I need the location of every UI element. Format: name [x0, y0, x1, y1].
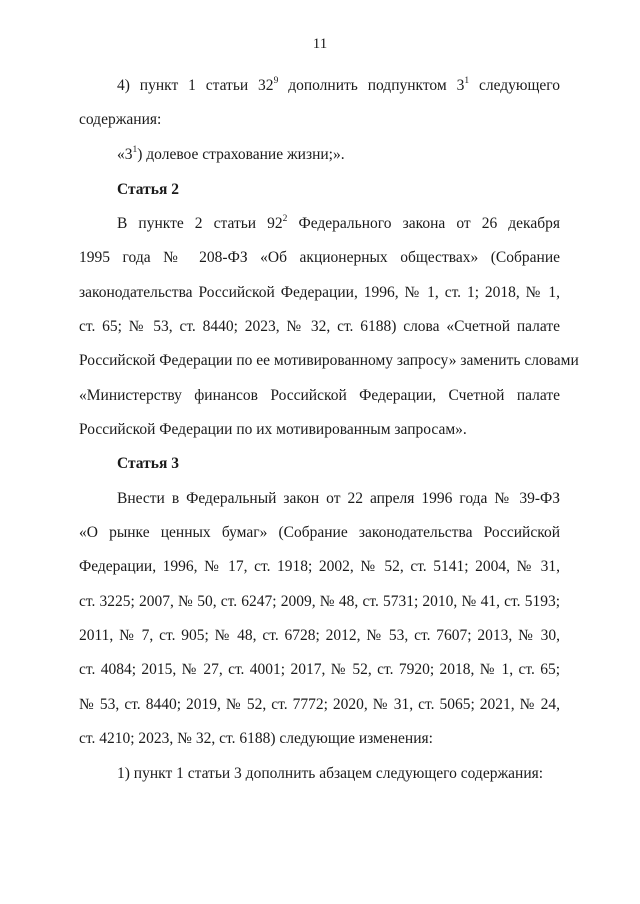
item4-quote	[117, 145, 345, 165]
item4-sup-a: 9	[273, 75, 279, 86]
article3-line7: № 53, ст. 8440; 2019, № 52, ст. 7772; 2020, № 31, ст. 5065; 2021, № 24,	[79, 696, 560, 713]
article2-l1-sup: 2	[282, 213, 288, 224]
page-number: 11	[312, 36, 328, 52]
quote-sup: 1	[132, 144, 138, 155]
article3-line8: ст. 4210; 2023, № 32, ст. 6188) следующие изменения:	[79, 730, 433, 747]
item4-text-c: следующего	[469, 77, 560, 94]
article2-heading: Статья 2	[117, 181, 179, 198]
item4-line2: содержания:	[79, 111, 162, 128]
article3-line5: 2011, № 7, ст. 905; № 48, ст. 6728; 2012, № 53, ст. 7607; 2013, № 30,	[79, 627, 560, 644]
item4-text-a: 4) пункт 1 статьи 32	[117, 77, 274, 94]
article2-line4: ст. 65; № 53, ст. 8440; 2023, № 32, ст. 6188) слова «Счетной палате	[79, 318, 560, 335]
article3-line1: Внести в Федеральный закон от 22 апреля 1996 года № 39-ФЗ	[117, 490, 560, 507]
quote-text-b: ) долевое страхование жизни;».	[137, 146, 345, 163]
article2-line6: «Министерству финансов Российской Федерации, Счетной палате	[79, 387, 560, 404]
article3-item1: 1) пункт 1 статьи 3 дополнить абзацем следующего содержания:	[117, 765, 544, 782]
article2-line2: 1995 года № 208-ФЗ «Об акционерных обществах» (Собрание	[79, 249, 560, 266]
article2-line3: законодательства Российской Федерации, 1996, № 1, ст. 1; 2018, № 1,	[79, 284, 560, 301]
item4-text-b: дополнить подпунктом 3	[278, 77, 465, 94]
item4-line1	[117, 76, 560, 96]
article3-line2: «О рынке ценных бумаг» (Собрание законодательства Российской	[79, 524, 560, 541]
article2-l1-text-b: Федерального закона от 26 декабря	[287, 215, 560, 232]
quote-text-a: «3	[117, 146, 133, 163]
article2-line1	[117, 214, 560, 234]
article3-line3: Федерации, 1996, № 17, ст. 1918; 2002, № 52, ст. 5141; 2004, № 31,	[79, 558, 560, 575]
item4-sup-b: 1	[464, 75, 470, 86]
article2-l1-text-a: В пункте 2 статьи 92	[117, 215, 283, 232]
article3-line4: ст. 3225; 2007, № 50, ст. 6247; 2009, № 48, ст. 5731; 2010, № 41, ст. 5193;	[79, 593, 560, 610]
article2-line7: Российской Федерации по их мотивированным запросам».	[79, 421, 467, 438]
article3-heading: Статья 3	[117, 455, 179, 472]
article3-line6: ст. 4084; 2015, № 27, ст. 4001; 2017, № 52, ст. 7920; 2018, № 1, ст. 65;	[79, 661, 560, 678]
article2-line5: Российской Федерации по ее мотивированному запросу» заменить словами	[79, 352, 579, 369]
